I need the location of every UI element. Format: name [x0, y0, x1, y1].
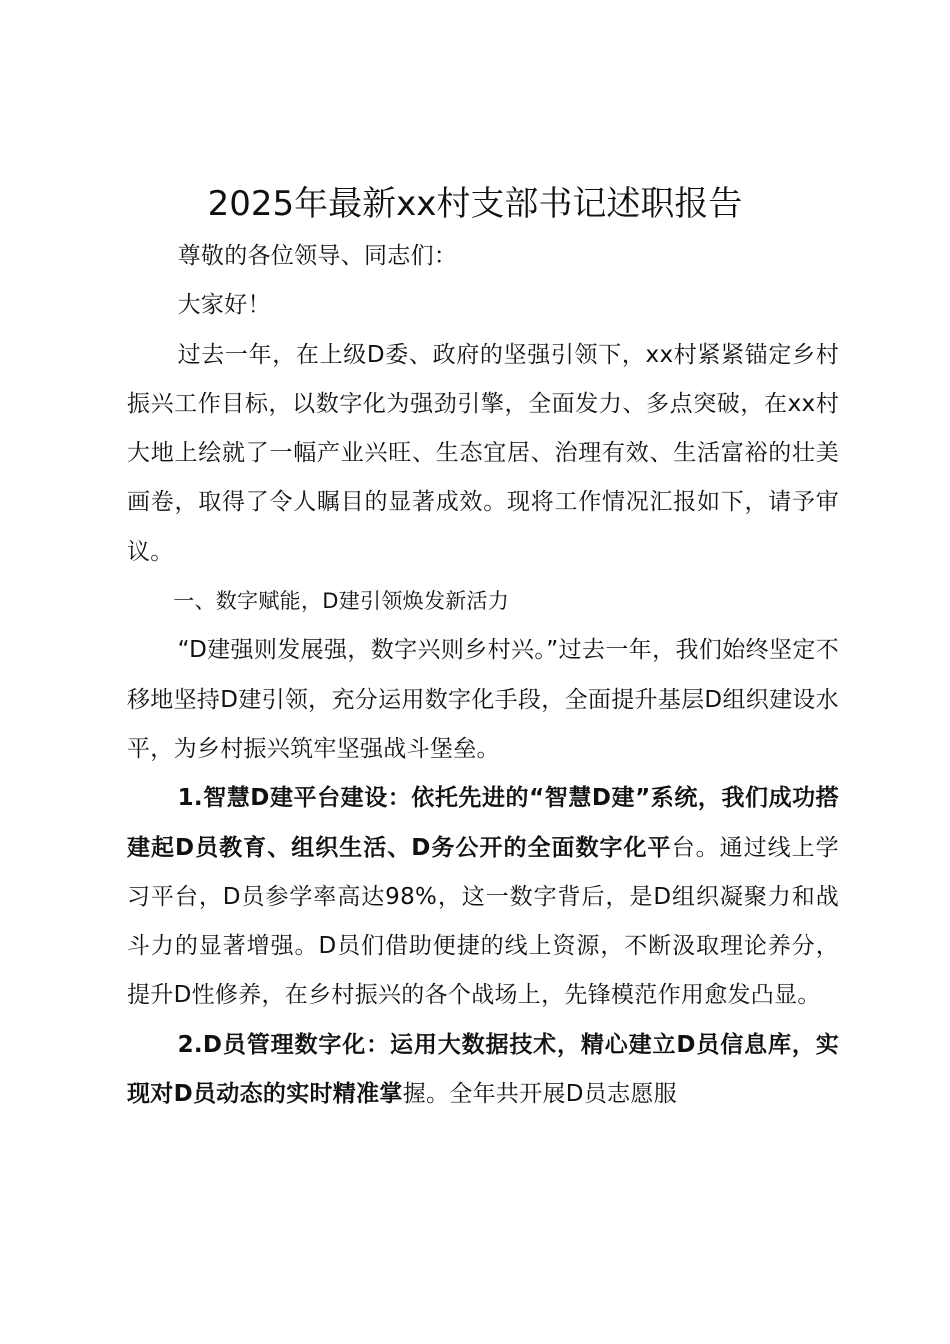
item-1-lead: 1.智慧D建平台建设：依托先进的“智慧D建”系统，我们成功搭建起D员教育、组织生活、D务公开的全面数字化平	[127, 785, 839, 861]
section-heading-1: 一、数字赋能，D建引领焕发新活力	[173, 589, 510, 614]
salutation: 尊敬的各位领导、同志们：	[177, 243, 458, 269]
document-body	[127, 232, 839, 1119]
greeting: 大家好！	[177, 292, 271, 319]
item-2-paragraph	[127, 1021, 839, 1120]
item-1-text: 台。通过线上学习平台，D员参学率高达98%，这一数字背后，是D组织凝聚力和战斗力的显著增强。D员们借助便捷的线上资源，不断汲取理论养分，提升D性修养，在乡村振兴的各个战场上，先锋模范作用愈发凸显。	[127, 834, 839, 1009]
intro-paragraph: 过去一年，在上级D委、政府的坚强引领下，xx村紧紧锚定乡村振兴工作目标，以数字化为强劲引擎，全面发力、多点突破，在xx村大地上绘就了一幅产业兴旺、生态宜居、治理有效、生活富裕的壮美画卷，取得了令人瞩目的显著成效。现将工作情况汇报如下，请予审议。	[127, 341, 839, 565]
item-2-lead: 2.D员管理数字化：运用大数据技术，精心建立D员信息库，实现对D员动态的实时精准掌	[127, 1031, 839, 1108]
item-2-text: 握。全年共开展D员志愿服	[402, 1081, 678, 1108]
section-1-paragraph: “D建强则发展强，数字兴则乡村兴。”过去一年，我们始终坚定不移地坚持D建引领，充分运用数字化手段，全面提升基层D组织建设水平，为乡村振兴筑牢坚强战斗堡垒。	[127, 637, 839, 762]
document-title: 2025年最新xx村支部书记述职报告	[207, 184, 743, 224]
item-1-paragraph	[127, 774, 839, 1020]
